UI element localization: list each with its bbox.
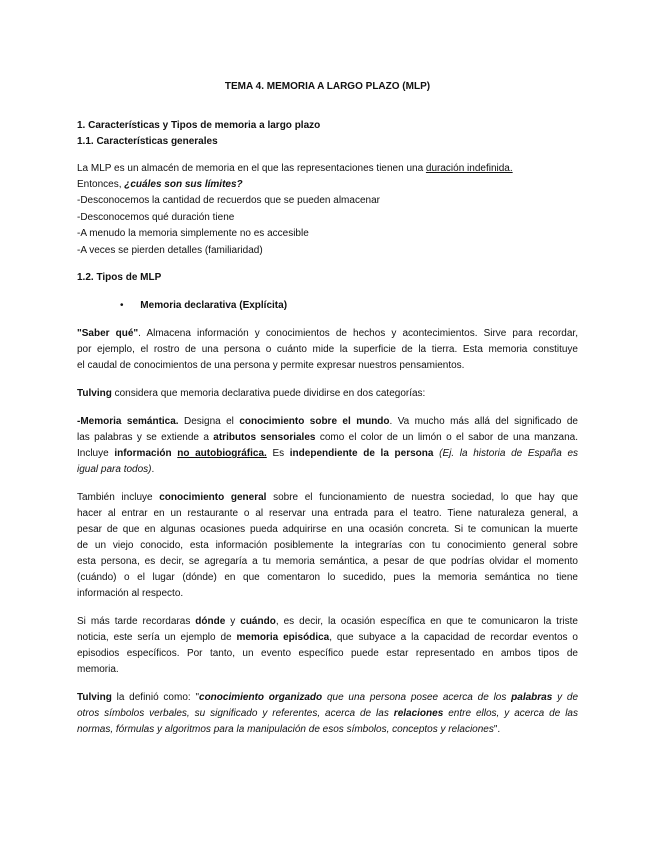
paragraph-line: [77, 328, 578, 340]
bullet-item: [120, 300, 287, 312]
text-span: , es decir, la ocasión específica en que te comunicaron la triste: [275, 616, 578, 627]
list-item: -A menudo la memoria simplemente no es accesible: [77, 228, 309, 239]
bold-term: información: [114, 448, 172, 459]
paragraph-line: [77, 692, 578, 704]
bold-term: "Saber qué": [77, 328, 139, 339]
text-span: También incluye: [77, 492, 160, 503]
paragraph-line: episodios específicos. Por tanto, un evento específico puede estar representado en ambos tipos de: [77, 648, 578, 659]
subsection-heading-1-1: 1.1. Características generales: [77, 136, 218, 147]
text-span: como el color de un limón o el sabor de una manzana.: [315, 432, 579, 443]
bold-term: memoria episódica: [236, 632, 330, 643]
subsection-heading-1-2: 1.2. Tipos de MLP: [77, 272, 162, 283]
paragraph-line: [77, 448, 578, 460]
bold-italic-term: relaciones: [393, 708, 444, 719]
paragraph-line: pesar de que en algunas ocasiones pueda adquirirse en una ocasión concreta. Si te comunican la muerte: [77, 524, 578, 535]
italic-text: entre ellos, y acerca de las: [443, 708, 578, 719]
bold-term: independiente de la persona: [289, 448, 434, 459]
text-span: Es: [266, 448, 290, 459]
paragraph-line: información al respecto.: [77, 588, 184, 599]
text-span: las palabras y se extiende a: [77, 432, 214, 443]
text-span: Si más tarde recordaras: [77, 616, 196, 627]
text-span: la definió como: ": [111, 692, 200, 703]
paragraph-line: [77, 464, 154, 476]
paragraph-line: [77, 492, 578, 504]
italic-text: otros símbolos verbales, su significado y referentes, acerca de las: [77, 708, 394, 719]
text-span: y: [225, 616, 241, 627]
list-item: -Desconocemos la cantidad de recuerdos que se pueden almacenar: [77, 195, 380, 206]
italic-text: y de: [552, 692, 578, 703]
paragraph-line: hacer al entrar en un restaurante o al reservar una entrada para el teatro. Tiene naturaleza general, a: [77, 508, 578, 519]
bold-term: -Memoria semántica.: [77, 416, 179, 427]
bold-term: atributos sensoriales: [213, 432, 316, 443]
text-span: Designa el: [178, 416, 240, 427]
paragraph-line: [77, 388, 425, 400]
text-span: ".: [493, 724, 501, 735]
bold-italic-term: palabras: [511, 692, 553, 703]
paragraph-line: [77, 724, 500, 736]
paragraph-line: [77, 432, 578, 444]
paragraph-mlp-definition: [77, 163, 513, 175]
paragraph-line: [77, 708, 578, 720]
text-span: considera que memoria declarativa puede dividirse en dos categorías:: [111, 388, 426, 399]
italic-text: normas, fórmulas y algoritmos para la manipulación de esos símbolos, conceptos y relaciones: [77, 724, 494, 735]
underlined-term: duración indefinida.: [425, 163, 513, 174]
text-span: . Almacena información y conocimientos de hechos y acontecimientos. Sirve para recordar,: [138, 328, 578, 339]
page-title: TEMA 4. MEMORIA A LARGO PLAZO (MLP): [224, 81, 431, 92]
italic-text: que una persona posee acerca de los: [322, 692, 512, 703]
paragraph-line: esta persona, es decir, se agregaría a tu memoria semántica, a pesar de que podrías olvidar el momento: [77, 556, 578, 567]
text-span: , que subyace a la capacidad de recordar eventos o: [329, 632, 578, 643]
paragraph-line: (cuándo) o el lugar (dónde) en que comentaron lo sucedido, pues la memoria semántica no tiene: [77, 572, 578, 583]
paragraph-line: memoria.: [77, 664, 119, 675]
bold-term: conocimiento sobre el mundo: [239, 416, 390, 427]
text-span: La MLP es un almacén de memoria en el que las representaciones tienen una: [77, 163, 426, 174]
paragraph-question: [77, 179, 243, 191]
italic-example: igual para todos): [77, 464, 152, 475]
question-text: ¿cuáles son sus límites?: [124, 179, 243, 190]
bold-term: conocimiento general: [159, 492, 267, 503]
text-span: Entonces,: [77, 179, 125, 190]
section-heading-1: 1. Características y Tipos de memoria a largo plazo: [77, 120, 321, 131]
bold-term: cuándo: [240, 616, 276, 627]
author-name: Tulving: [77, 692, 112, 703]
underlined-term: no autobiográfica.: [177, 448, 267, 459]
italic-example: (Ej. la historia de España es: [439, 448, 579, 459]
text-span: Incluye: [77, 448, 115, 459]
paragraph-line: [77, 632, 578, 644]
bold-term: dónde: [195, 616, 226, 627]
paragraph-line: [77, 416, 578, 428]
paragraph-line: [77, 616, 578, 628]
paragraph-line: de un viejo conocido, esta información posiblemente la integrarías con tu conocimiento general sobre: [77, 540, 578, 551]
text-span: noticia, este sería un ejemplo de: [77, 632, 237, 643]
text-span: sobre el funcionamiento de nuestra sociedad, lo que hay que: [266, 492, 579, 503]
text-span: .: [151, 464, 155, 475]
bullet-label: Memoria declarativa (Explícita): [140, 300, 288, 311]
list-item: -A veces se pierden detalles (familiaridad): [77, 245, 263, 256]
paragraph-line: por ejemplo, el rostro de una persona o cuánto mide la superficie de la tierra. Esta memoria constituye: [77, 344, 578, 355]
list-item: -Desconocemos qué duración tiene: [77, 212, 235, 223]
text-span: . Va mucho más allá del significado de: [389, 416, 578, 427]
bold-italic-term: conocimiento organizado: [199, 692, 323, 703]
paragraph-line: el caudal de conocimientos de una persona y permite expresar nuestros pensamientos.: [77, 360, 465, 371]
bullet-icon: •: [120, 300, 124, 311]
author-name: Tulving: [77, 388, 112, 399]
